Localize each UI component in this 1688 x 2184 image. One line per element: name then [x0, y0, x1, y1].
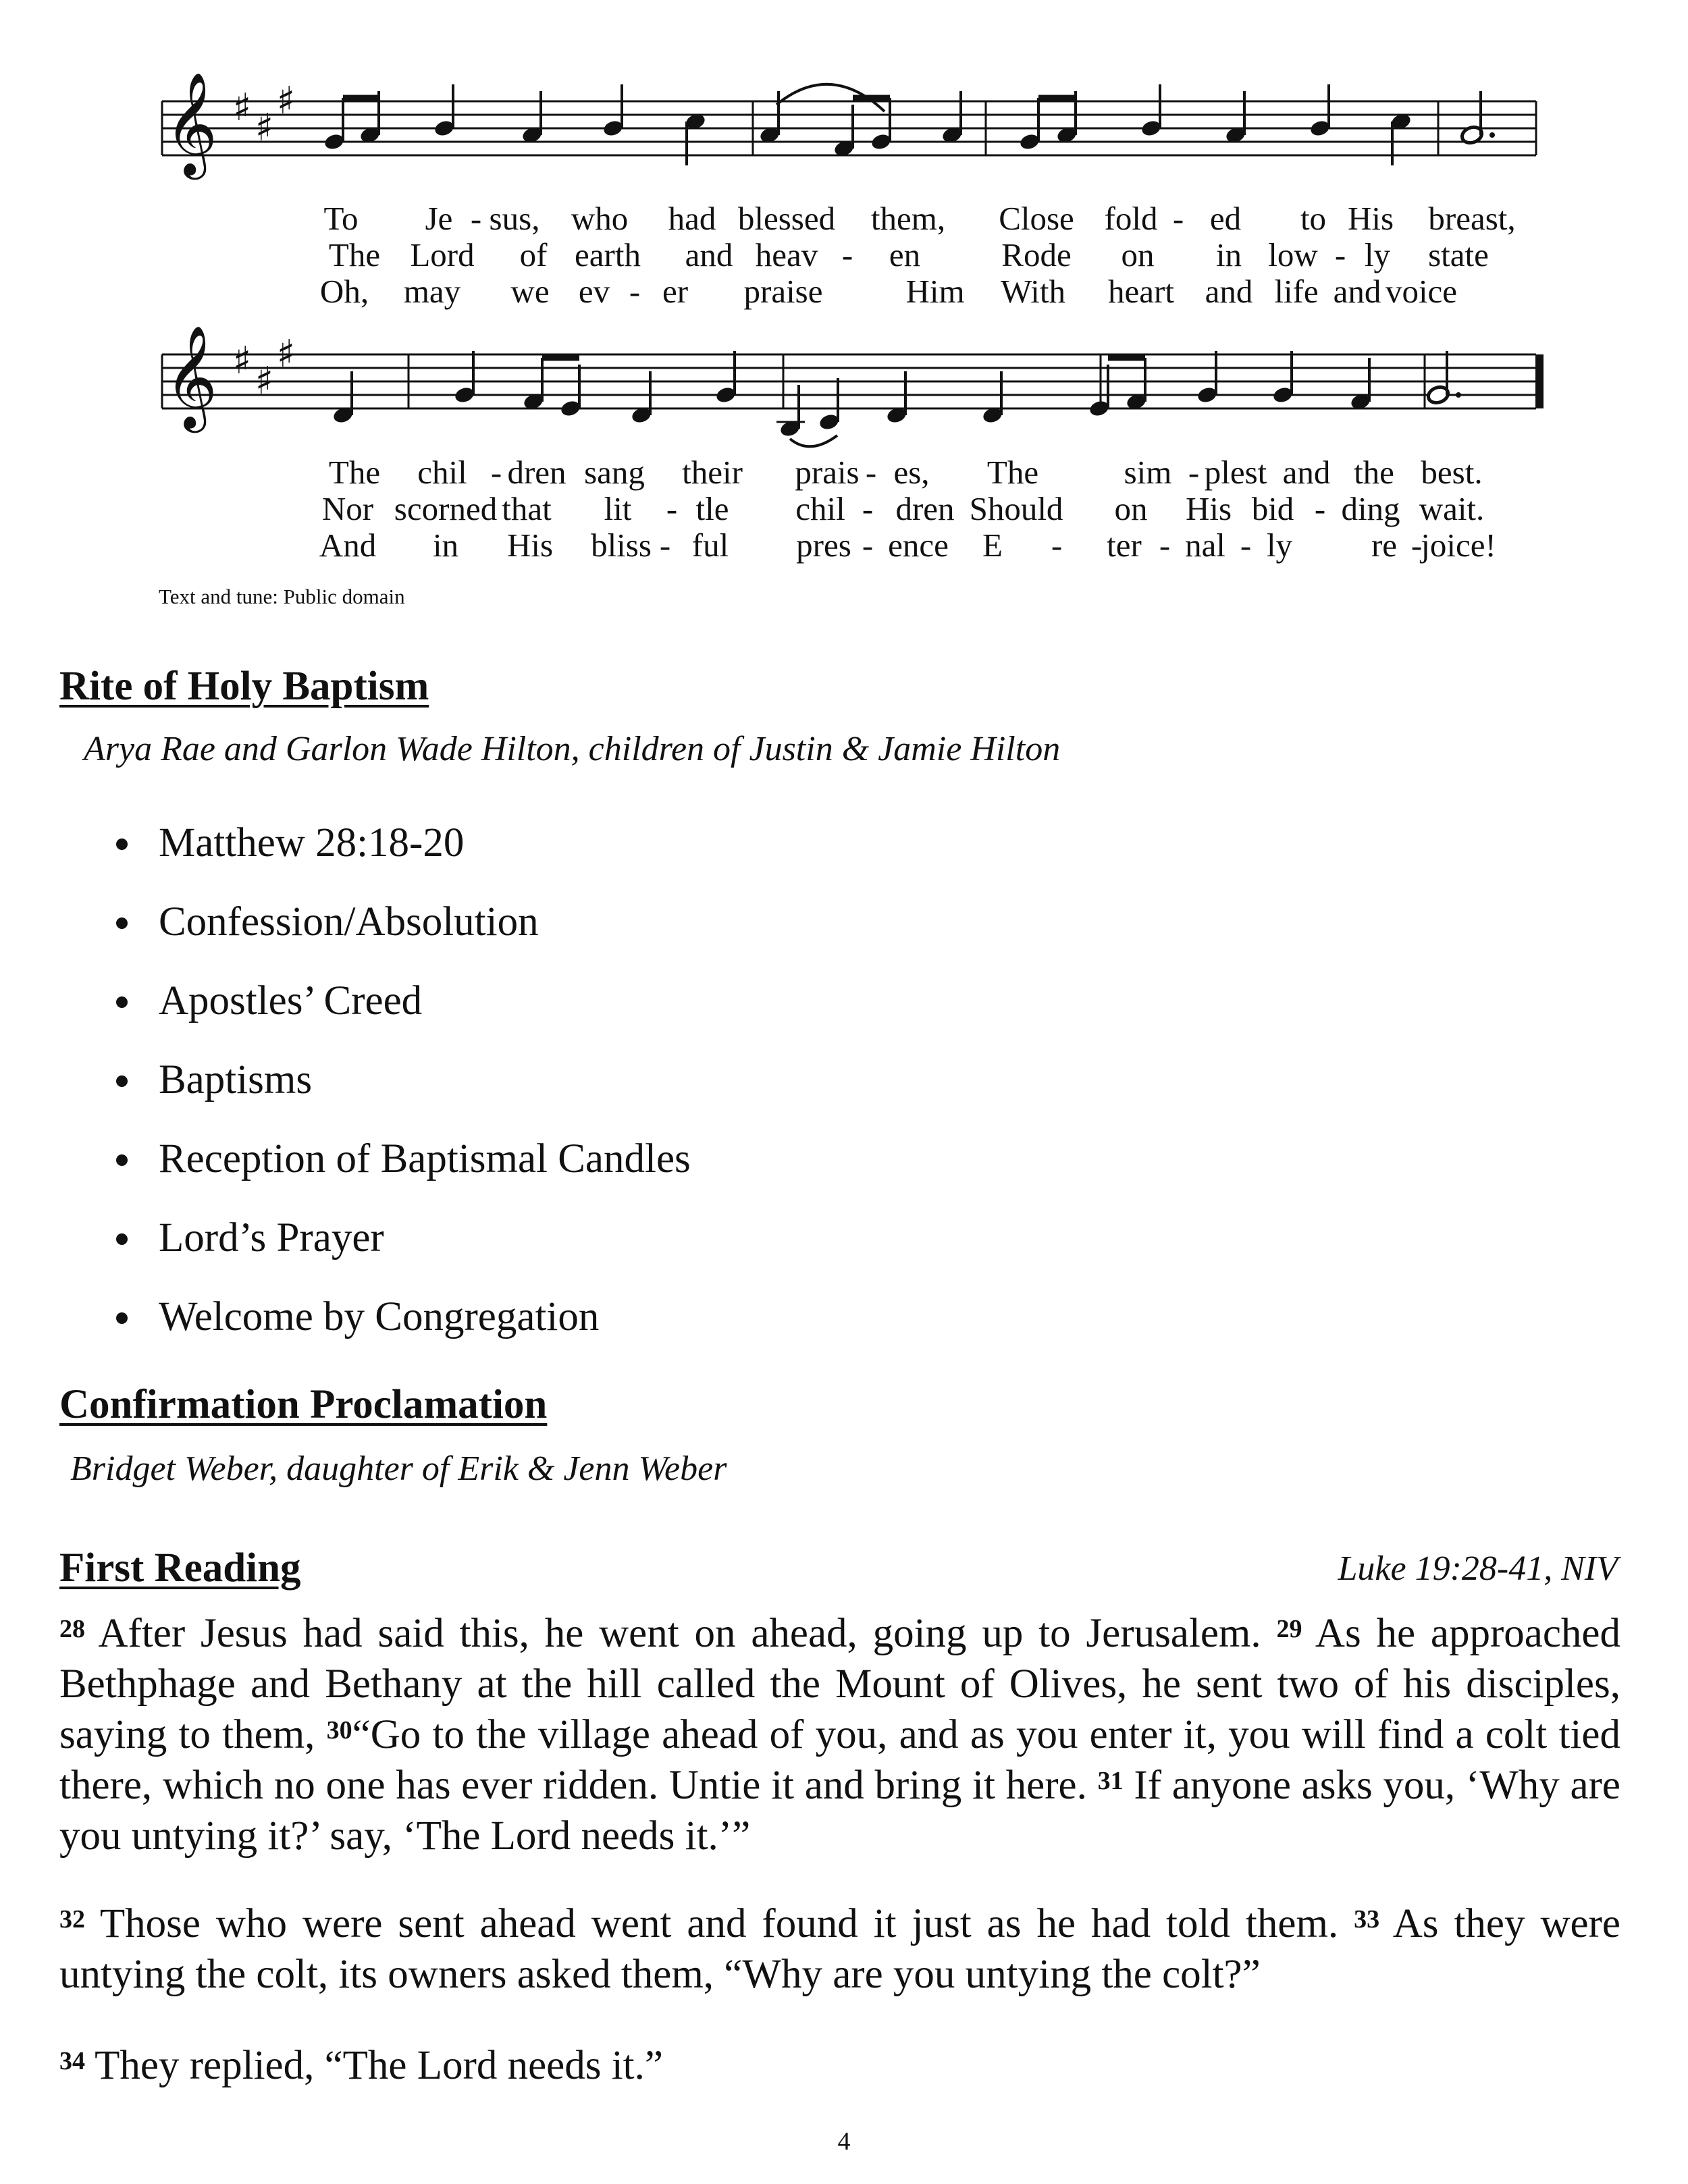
lyric-syllable: -: [490, 454, 502, 491]
note-icon: [522, 358, 544, 411]
bullet-icon: [116, 838, 128, 850]
lyric-syllable: in: [1215, 236, 1242, 273]
slur: [776, 84, 885, 111]
baptism-subline: Arya Rae and Garlon Wade Hilton, children of Justin & Jamie Hilton: [84, 730, 1061, 768]
lyric-syllable: ed: [1209, 200, 1242, 237]
note-icon: [1309, 84, 1331, 138]
lyric-line: [0, 527, 1688, 564]
lyric-syllable: chil: [417, 454, 467, 491]
lyric-syllable: blessed: [737, 200, 836, 237]
note-icon: [1426, 351, 1461, 405]
lyric-syllable: tle: [695, 490, 729, 527]
lyric-syllable: -: [865, 454, 877, 491]
note-icon: [602, 84, 624, 138]
baptism-heading: Rite of Holy Baptism: [59, 664, 429, 709]
lyric-syllable: the: [1354, 454, 1394, 491]
lyric-syllable: dren: [507, 454, 566, 491]
lyric-syllable: who: [571, 200, 629, 237]
verse-text: As they were untying the colt, its owners asked them, “Why are you untying the colt?”: [59, 1901, 1620, 1997]
lyric-syllable: bid: [1251, 490, 1294, 527]
verse-number: 33: [1354, 1905, 1380, 1934]
note-icon: [714, 351, 737, 404]
lyric-syllable: ter: [1107, 527, 1142, 564]
lyric-syllable: them,: [870, 200, 946, 237]
note-icon: [1196, 351, 1218, 404]
list-item: Matthew 28:18-20: [108, 803, 691, 882]
verse-number: 32: [59, 1905, 85, 1934]
lyric-syllable: -: [1314, 490, 1326, 527]
lyric-syllable: ly: [1364, 236, 1391, 273]
note-icon: [1018, 98, 1040, 151]
lyric-syllable: earth: [575, 236, 641, 273]
lyric-syllable: dren: [895, 490, 955, 527]
list-item: Lord’s Prayer: [108, 1198, 691, 1277]
confirmation-subline: Bridget Weber, daughter of Erik & Jenn Weber: [70, 1449, 727, 1488]
baptism-order-list: [108, 803, 691, 1356]
sharp-icon: ♯: [255, 106, 274, 150]
lyric-syllable: we: [510, 273, 550, 310]
lyric-syllable: and: [1205, 273, 1253, 310]
lyric-syllable: en: [889, 236, 921, 273]
lyric-syllable: heav: [755, 236, 818, 273]
lyric-syllable: -: [1188, 454, 1200, 491]
note-icon: [779, 385, 801, 438]
reading-reference: Luke 19:28-41, NIV: [1338, 1549, 1618, 1588]
verse-number: 31: [1097, 1767, 1124, 1795]
lyric-syllable: voice: [1385, 273, 1458, 310]
sharp-icon: ♯: [233, 86, 252, 130]
lyric-syllable: lit: [604, 490, 632, 527]
list-item: Baptisms: [108, 1040, 691, 1119]
lyric-syllable: on: [1114, 490, 1148, 527]
lyric-syllable: fold: [1104, 200, 1158, 237]
lyric-syllable: on: [1121, 236, 1155, 273]
lyric-syllable: bliss: [591, 527, 652, 564]
lyric-syllable: Should: [969, 490, 1063, 527]
lyric-syllable: E: [982, 527, 1003, 564]
lyric-syllable: re: [1371, 527, 1398, 564]
staff: [162, 325, 1539, 433]
verse-text: After Jesus had said this, he went on ahead, going up to Jerusalem.: [98, 1611, 1261, 1656]
lyric-syllable: state: [1428, 236, 1489, 273]
lyric-syllable: Nor: [321, 490, 374, 527]
verse-number: 28: [59, 1615, 85, 1643]
lyric-syllable: His: [506, 527, 554, 564]
note-icon: [885, 371, 907, 425]
note-icon: [818, 378, 840, 431]
note-icon: [332, 371, 354, 425]
lyric-syllable: ding: [1341, 490, 1400, 527]
lyric-syllable: had: [668, 200, 716, 237]
note-icon: [559, 365, 581, 418]
bullet-icon: [116, 1233, 128, 1245]
lyric-syllable: life: [1274, 273, 1319, 310]
note-icon: [1088, 365, 1110, 418]
lyric-syllable: -: [1051, 527, 1063, 564]
sharp-icon: ♯: [277, 332, 296, 376]
hymn-credit: Text and tune: Public domain: [159, 585, 405, 608]
lyric-syllable: -: [1172, 200, 1184, 237]
note-icon: [1224, 91, 1246, 144]
lyric-syllable: The: [328, 454, 381, 491]
lyric-syllable: er: [662, 273, 689, 310]
note-icon: [630, 371, 652, 425]
lyric-syllable: ful: [691, 527, 729, 564]
note-icon: [1125, 358, 1147, 411]
note-icon: [1140, 84, 1162, 138]
lyric-syllable: ev: [578, 273, 610, 310]
lyric-syllable: breast,: [1428, 200, 1516, 237]
bullet-icon: [116, 996, 128, 1008]
reading-heading: First Reading: [59, 1545, 301, 1591]
verse-text: “Go to the village ahead of you, and as you enter it, you will find a colt tied there, which no one has ever ridden. Untie it and bring it here.: [59, 1712, 1620, 1808]
slur: [790, 435, 837, 446]
lyric-syllable: -: [1240, 527, 1252, 564]
verse-text: Those who were sent ahead went and found it just as he had told them.: [99, 1901, 1339, 1946]
note-icon: [433, 84, 455, 138]
note-icon: [981, 371, 1003, 425]
lyric-line: [0, 273, 1688, 311]
confirmation-heading: Confirmation Proclamation: [59, 1382, 548, 1427]
bullet-icon: [116, 917, 128, 929]
sharp-icon: ♯: [233, 339, 252, 383]
note-icon: [870, 98, 892, 151]
lyric-syllable: low: [1268, 236, 1318, 273]
lyric-syllable: His: [1185, 490, 1232, 527]
note-icon: [1460, 91, 1495, 145]
lyric-syllable: of: [519, 236, 548, 273]
bullet-icon: [116, 1154, 128, 1166]
lyric-syllable: may: [403, 273, 461, 310]
lyric-syllable: -: [666, 490, 678, 527]
lyric-syllable: best.: [1421, 454, 1483, 491]
lyric-syllable: -: [841, 236, 853, 273]
lyric-syllable: Je: [425, 200, 453, 237]
lyric-syllable: -: [862, 527, 874, 564]
lyric-syllable: pres: [796, 527, 851, 564]
lyric-syllable: Lord: [410, 236, 475, 273]
note-icon: [521, 91, 543, 144]
lyric-syllable: Oh,: [319, 273, 369, 310]
verse-number: 34: [59, 2047, 85, 2075]
bullet-icon: [116, 1075, 128, 1087]
lyric-syllable: and: [1282, 454, 1331, 491]
lyric-syllable: -: [1410, 527, 1423, 564]
lyric-syllable: -: [470, 200, 482, 237]
lyric-syllable: sim: [1124, 454, 1172, 491]
lyric-syllable: -: [1159, 527, 1171, 564]
lyric-syllable: And: [319, 527, 377, 564]
note-icon: [1349, 358, 1371, 411]
lyric-syllable: His: [1347, 200, 1394, 237]
treble-clef-icon: 𝄞: [165, 325, 218, 429]
list-item: Confession/Absolution: [108, 882, 691, 961]
lyric-syllable: prais: [795, 454, 860, 491]
lyric-line: [0, 200, 1688, 238]
lyric-syllable: sus,: [489, 200, 540, 237]
note-icon: [1390, 112, 1412, 165]
lyric-syllable: heart: [1108, 273, 1174, 310]
note-icon: [758, 91, 781, 144]
lyric-syllable: -: [659, 527, 671, 564]
lyric-syllable: wait.: [1419, 490, 1485, 527]
reading-paragraph-2: [59, 1898, 1620, 2000]
verse-text: As he approached Bethphage and Bethany at the hill called the Mount of Olives, he sent two of his disciples, saying to them,: [59, 1611, 1620, 1757]
list-item: Apostles’ Creed: [108, 961, 691, 1040]
list-item: Welcome by Congregation: [108, 1277, 691, 1356]
lyric-syllable: Rode: [1001, 236, 1072, 273]
lyric-syllable: With: [1000, 273, 1066, 310]
note-icon: [684, 112, 706, 165]
lyric-syllable: es,: [893, 454, 930, 491]
lyric-syllable: plest: [1204, 454, 1267, 491]
lyric-syllable: praise: [743, 273, 823, 310]
verse-text: They replied, “The Lord needs it.”: [95, 2043, 663, 2088]
bullet-icon: [116, 1312, 128, 1324]
lyric-syllable: The: [328, 236, 381, 273]
page-number: 4: [837, 2127, 851, 2156]
lyric-syllable: that: [502, 490, 552, 527]
lyric-syllable: their: [682, 454, 743, 491]
lyric-line: [0, 236, 1688, 274]
lyric-syllable: and: [1333, 273, 1381, 310]
lyric-syllable: To: [323, 200, 359, 237]
lyric-syllable: -: [862, 490, 874, 527]
treble-clef-icon: 𝄞: [165, 72, 218, 176]
reading-paragraph-3: [59, 2040, 1620, 2091]
verse-number: 30: [326, 1716, 352, 1744]
lyric-syllable: ly: [1266, 527, 1293, 564]
lyric-line: [0, 454, 1688, 491]
lyric-syllable: The: [986, 454, 1039, 491]
sharp-icon: ♯: [277, 79, 296, 123]
lyric-syllable: joice!: [1421, 527, 1496, 564]
note-icon: [453, 351, 475, 404]
note-icon: [833, 105, 855, 158]
verse-number: 29: [1276, 1615, 1302, 1643]
lyric-syllable: scorned: [394, 490, 498, 527]
lyric-syllable: -: [1334, 236, 1346, 273]
lyric-syllable: Him: [905, 273, 965, 310]
lyric-syllable: to: [1300, 200, 1327, 237]
verse-text: If anyone asks you, ‘Why are you untying it?’ say, ‘The Lord needs it.’”: [59, 1763, 1621, 1859]
lyric-syllable: chil: [795, 490, 845, 527]
list-item: Reception of Baptismal Candles: [108, 1119, 691, 1198]
reading-paragraph-1: [59, 1608, 1620, 1861]
lyric-syllable: Close: [999, 200, 1074, 237]
lyric-syllable: in: [432, 527, 459, 564]
note-icon: [1271, 351, 1294, 404]
lyric-syllable: sang: [584, 454, 645, 491]
note-icon: [323, 98, 345, 151]
lyric-syllable: -: [629, 273, 641, 310]
lyric-syllable: and: [685, 236, 733, 273]
lyric-line: [0, 490, 1688, 528]
lyric-syllable: ence: [888, 527, 949, 564]
sharp-icon: ♯: [255, 359, 274, 403]
lyric-syllable: nal: [1185, 527, 1225, 564]
note-icon: [941, 91, 963, 144]
